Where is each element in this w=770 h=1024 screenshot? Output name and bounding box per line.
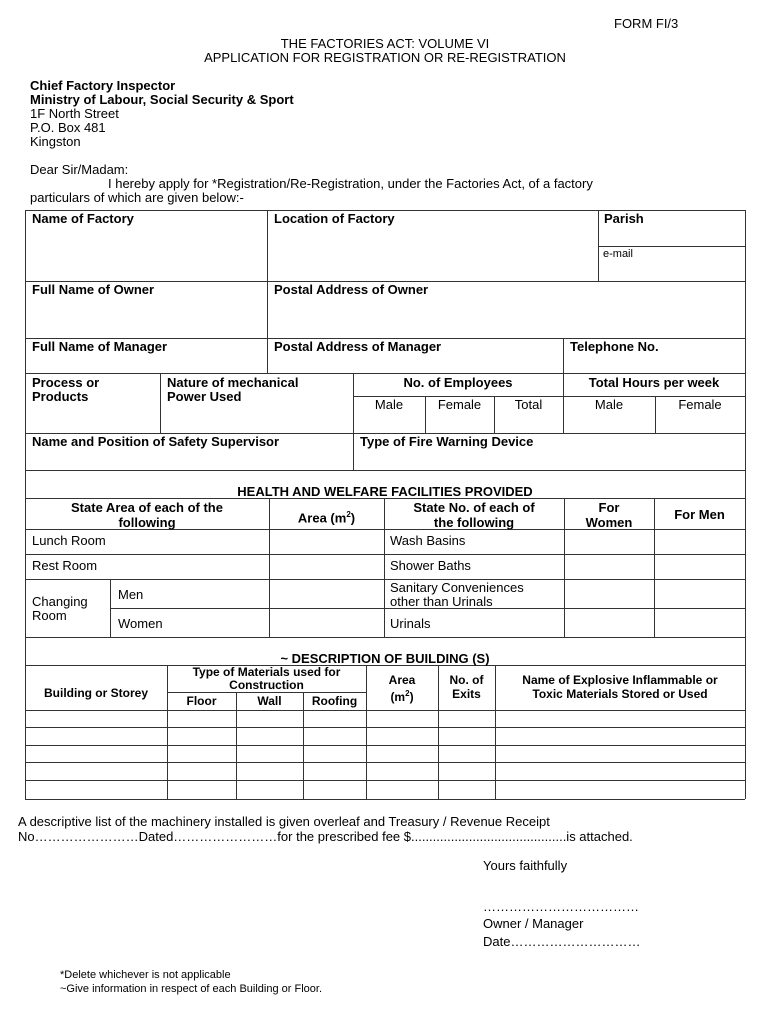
building-col-floor: Floor xyxy=(186,694,217,708)
form-code: FORM FI/3 xyxy=(614,16,679,31)
label-nature-power-line1: Nature of mechanical xyxy=(167,375,299,390)
address-line3: 1F North Street xyxy=(30,106,119,121)
label-full-name-manager: Full Name of Manager xyxy=(32,339,168,354)
label-name-of-factory: Name of Factory xyxy=(32,211,134,226)
health-heading: HEALTH AND WELFARE FACILITIES PROVIDED xyxy=(237,484,533,499)
label-changing-men: Men xyxy=(118,587,144,602)
intro-line1: I hereby apply for *Registration/Re-Registration, under the Factories Act, of a factory xyxy=(108,176,593,191)
salutation: Dear Sir/Madam: xyxy=(30,162,129,177)
label-shower-baths: Shower Baths xyxy=(390,558,471,573)
label-nature-power-line2: Power Used xyxy=(167,389,242,404)
label-process-line2: Products xyxy=(32,389,89,404)
address-line5: Kingston xyxy=(30,134,81,149)
building-col-materials: Type of Materials used for Construction xyxy=(192,665,341,692)
health-col-area-m2: Area $(m^2)$ xyxy=(297,510,356,526)
label-changing-line2: Room xyxy=(32,608,67,623)
label-employees-total: Total xyxy=(514,397,543,412)
label-sanitary-line1: Sanitary Conveniences xyxy=(390,580,524,595)
address-line2: Ministry of Labour, Social Security & Sport xyxy=(30,92,294,107)
intro-line2: particulars of which are given below:- xyxy=(30,190,244,205)
building-col-roofing: Roofing xyxy=(311,694,358,708)
owner-manager: Owner / Manager xyxy=(483,916,584,931)
health-col-area: State Area of each of the following xyxy=(71,500,223,530)
label-rest-room: Rest Room xyxy=(32,558,98,573)
label-lunch-room: Lunch Room xyxy=(32,533,106,548)
health-col-women: For Women xyxy=(585,500,633,530)
label-employees-female: Female xyxy=(437,397,482,412)
building-col-wall: Wall xyxy=(257,694,282,708)
label-sanitary-line2: other than Urinals xyxy=(390,594,493,609)
label-no-employees: No. of Employees xyxy=(403,375,513,390)
label-postal-address-owner: Postal Address of Owner xyxy=(274,282,429,297)
building-col-storey: Building or Storey xyxy=(43,686,148,700)
label-total-hours: Total Hours per week xyxy=(588,375,720,390)
address-line4: P.O. Box 481 xyxy=(30,120,106,135)
label-location-of-factory: Location of Factory xyxy=(274,211,395,226)
health-col-men: For Men xyxy=(674,507,725,522)
date-line: Date………………………… xyxy=(483,934,641,949)
label-postal-address-manager: Postal Address of Manager xyxy=(274,339,442,354)
label-telephone: Telephone No. xyxy=(570,339,659,354)
label-employees-male: Male xyxy=(374,397,404,412)
closing-list-line2: No……………………Dated……………………for the prescribed fee $...........................................is attached. xyxy=(18,829,633,844)
label-safety-supervisor: Name and Position of Safety Supervisor xyxy=(32,434,280,449)
title-line1: THE FACTORIES ACT: VOLUME VI xyxy=(280,36,490,51)
address-line1: Chief Factory Inspector xyxy=(30,78,176,93)
building-col-explosive: Name of Explosive Inflammable or Toxic Materials Stored or Used xyxy=(522,673,718,701)
title-line2: APPLICATION FOR REGISTRATION OR RE-REGISTRATION xyxy=(204,50,566,65)
label-changing-women: Women xyxy=(118,616,163,631)
label-hours-female: Female xyxy=(678,397,722,412)
signature-line: ……………………………… xyxy=(483,899,639,914)
yours-faithfully: Yours faithfully xyxy=(483,858,568,873)
building-heading: ~ DESCRIPTION OF BUILDING (S) xyxy=(280,651,490,666)
health-col-state-no: State No. of each of the following xyxy=(413,500,535,530)
building-col-area: Area $(m^2)$ xyxy=(388,673,416,704)
label-changing-line1: Changing xyxy=(32,594,88,609)
label-hours-male: Male xyxy=(594,397,624,412)
label-urinals: Urinals xyxy=(390,616,431,631)
building-col-exits: No. of Exits xyxy=(449,673,484,701)
label-process-line1: Process or xyxy=(32,375,100,390)
label-email: e-mail xyxy=(603,248,633,260)
label-wash-basins: Wash Basins xyxy=(390,533,466,548)
footnote-building: ~Give information in respect of each Building or Floor. xyxy=(60,983,322,995)
label-fire-warning: Type of Fire Warning Device xyxy=(360,434,534,449)
closing-list-line1: A descriptive list of the machinery installed is given overleaf and Treasury / Revenue Receipt xyxy=(18,814,550,829)
label-full-name-owner: Full Name of Owner xyxy=(32,282,155,297)
footnote-delete: *Delete whichever is not applicable xyxy=(60,969,231,981)
label-parish: Parish xyxy=(604,211,644,226)
